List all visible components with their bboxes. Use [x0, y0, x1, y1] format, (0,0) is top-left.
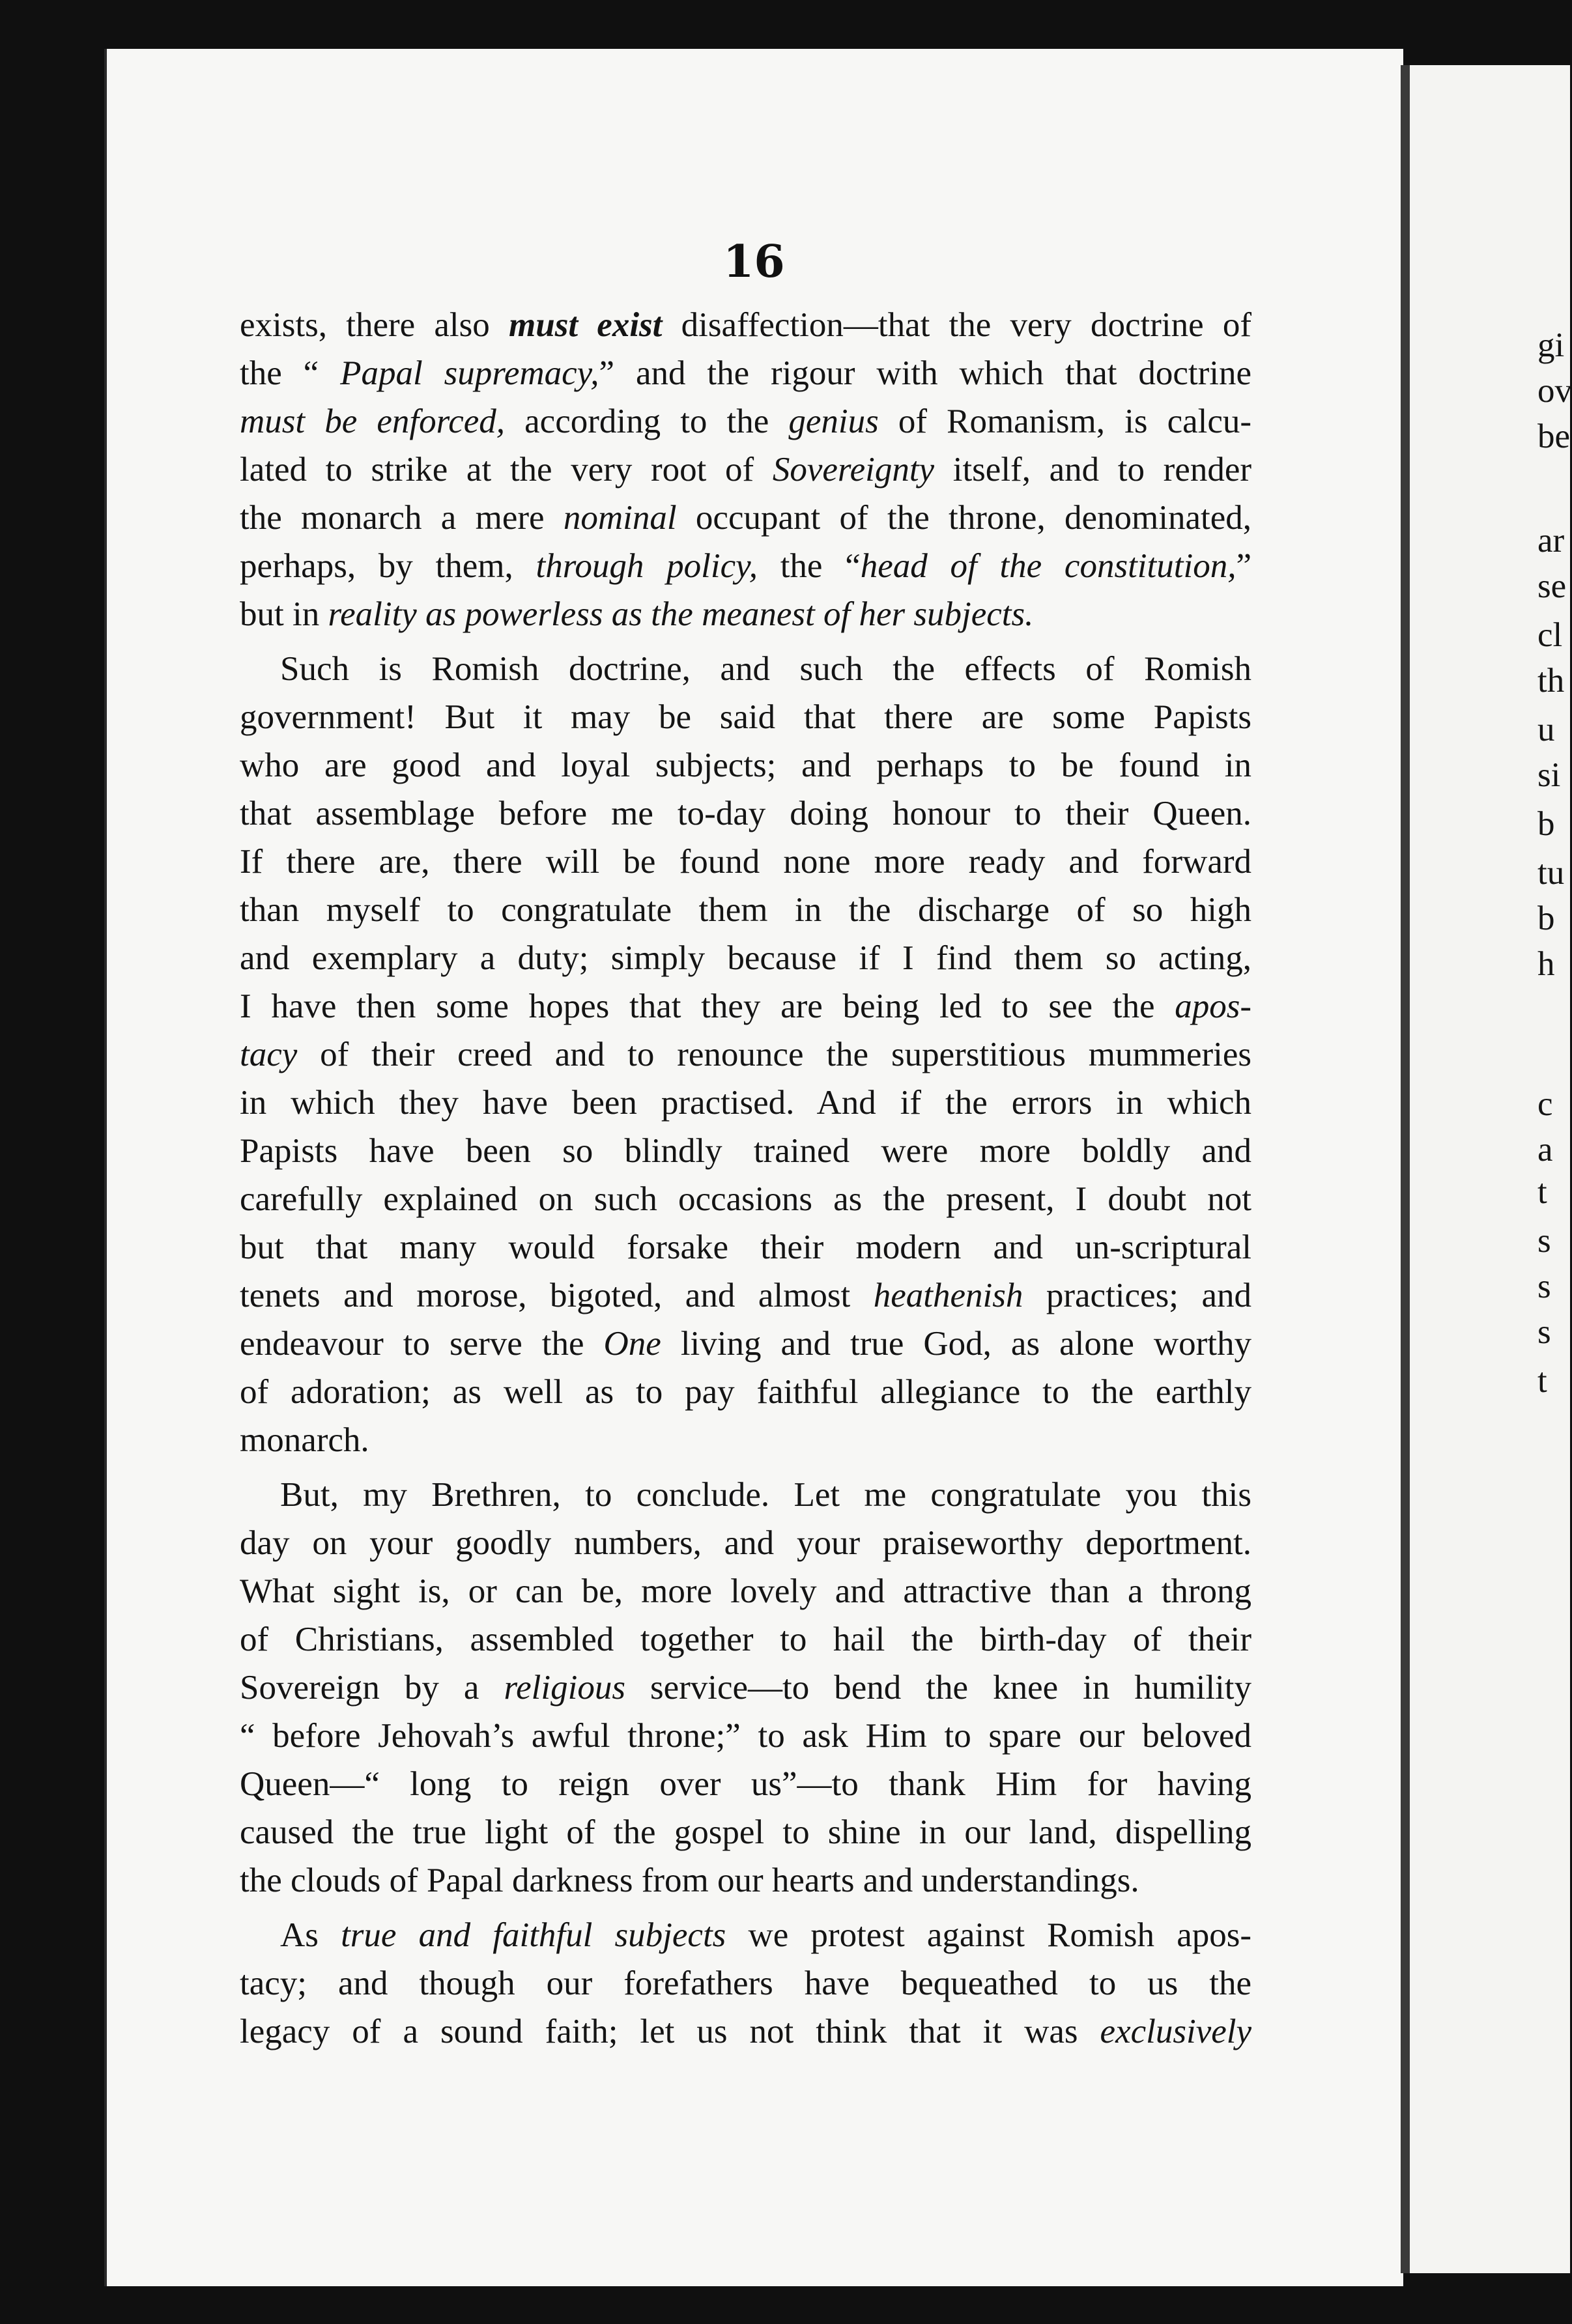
text-run: of Romanism, is calcu-	[878, 403, 1252, 440]
text-line	[240, 1856, 1251, 1905]
emphasized-text: apos-	[1175, 987, 1251, 1025]
text-run: who are good and loyal subjects; and perhaps to be found in	[240, 746, 1251, 784]
text-line	[240, 1079, 1251, 1127]
text-line	[240, 693, 1251, 741]
emphasized-text: head of the constitution,	[860, 547, 1236, 585]
text-line	[240, 1471, 1251, 1519]
facing-page-fragment: h	[1537, 945, 1555, 983]
facing-page-fragment: s	[1537, 1313, 1551, 1351]
body-text	[240, 301, 1251, 2056]
text-line	[240, 446, 1251, 494]
emphasized-text: through policy,	[536, 547, 758, 585]
text-line	[240, 1808, 1251, 1856]
text-line	[240, 494, 1251, 542]
paragraph-gap	[240, 1905, 1251, 1911]
paragraph-gap	[240, 1464, 1251, 1471]
text-run: of their creed and to renounce the superstitious mummeries	[297, 1036, 1251, 1073]
facing-page-fragment: gi	[1537, 326, 1565, 364]
text-run: tacy; and though our forefathers have bequeathed to us the	[240, 1964, 1251, 2002]
text-run: that assemblage before me to-day doing honour to their Queen.	[240, 795, 1251, 832]
emphasized-text: genius	[788, 403, 879, 440]
text-line	[240, 1320, 1251, 1368]
facing-page-fragment: a	[1537, 1131, 1553, 1169]
text-run: lated to strike at the very root of	[240, 451, 773, 489]
facing-page-fragment: ar	[1537, 522, 1565, 560]
text-line	[240, 886, 1251, 934]
text-run: Queen—“ long to reign over us”—to thank Him for having	[240, 1765, 1251, 1803]
text-line	[240, 1223, 1251, 1271]
facing-page-fragment: ov	[1537, 372, 1572, 410]
facing-page-fragment: u	[1537, 711, 1555, 748]
text-run: the “	[240, 354, 341, 392]
text-run: but that many would forsake their modern and un-scriptural	[240, 1228, 1251, 1266]
text-run: but in	[240, 595, 328, 633]
facing-page-fragment: t	[1537, 1362, 1547, 1400]
emphasized-text: true and faithful subjects	[341, 1916, 726, 1954]
text-run: legacy of a sound faith; let us not think that it was	[240, 2013, 1100, 2050]
text-line	[240, 934, 1251, 982]
emphasized-text: reality as powerless as the meanest of her subjects.	[328, 595, 1034, 633]
text-run: the clouds of Papal darkness from our hearts and understandings.	[240, 1862, 1139, 1899]
text-line	[240, 301, 1251, 349]
emphasized-text: religious	[504, 1669, 625, 1707]
text-run: according to the	[505, 403, 789, 440]
emphasized-text: must be enforced,	[240, 403, 506, 440]
text-line	[240, 1030, 1251, 1079]
text-run: in which they have been practised. And if the errors in which	[240, 1084, 1251, 1122]
text-line	[240, 1760, 1251, 1808]
text-run: What sight is, or can be, more lovely and attractive than a throng	[240, 1572, 1251, 1610]
text-line	[240, 789, 1251, 838]
text-run: “ before Jehovah’s awful throne;” to ask Him to spare our beloved	[240, 1717, 1251, 1755]
text-run: the “	[757, 547, 861, 585]
text-line	[240, 1959, 1251, 2007]
text-line	[240, 349, 1251, 397]
facing-page-fragment: tu	[1537, 854, 1565, 892]
text-line	[240, 590, 1251, 638]
text-line	[240, 1712, 1251, 1760]
text-line	[240, 1368, 1251, 1416]
facing-page-fragment: th	[1537, 662, 1565, 700]
text-run: than myself to congratulate them in the discharge of so high	[240, 891, 1251, 929]
text-line	[240, 1519, 1251, 1567]
facing-page-fragment: cl	[1537, 616, 1563, 654]
text-run: caused the true light of the gospel to shine in our land, dispelling	[240, 1813, 1251, 1851]
text-line	[240, 2007, 1251, 2056]
text-run: carefully explained on such occasions as the present, I doubt not	[240, 1180, 1251, 1218]
text-run: service—to bend the knee in humility	[625, 1669, 1251, 1707]
text-line	[240, 838, 1251, 886]
text-run: endeavour to serve the	[240, 1325, 604, 1363]
facing-page-fragment: si	[1537, 756, 1561, 794]
text-run: we protest against Romish apos-	[726, 1916, 1251, 1954]
facing-page-fragment: b	[1537, 805, 1555, 843]
facing-page-fragment: t	[1537, 1173, 1547, 1211]
emphasized-text: One	[603, 1325, 661, 1363]
text-run: ”	[1236, 547, 1251, 585]
text-run: of Christians, assembled together to hail the birth-day of their	[240, 1621, 1251, 1658]
text-run: occupant of the throne, denominated,	[676, 499, 1252, 537]
text-line	[240, 1615, 1251, 1664]
paragraph-gap	[240, 638, 1251, 645]
text-line	[240, 1911, 1251, 1959]
text-line	[240, 982, 1251, 1030]
text-line	[240, 397, 1251, 446]
text-line	[240, 1175, 1251, 1223]
text-run: But, my Brethren, to conclude. Let me congratulate you this	[280, 1476, 1251, 1514]
text-run: Such is Romish doctrine, and such the effects of Romish	[280, 650, 1251, 688]
page-number: 16	[723, 236, 785, 288]
text-line	[240, 1567, 1251, 1615]
text-line	[240, 1664, 1251, 1712]
facing-page-fragment: s	[1537, 1222, 1551, 1260]
text-run: ” and the rigour with which that doctrine	[599, 354, 1251, 392]
emphasized-text: heathenish	[873, 1277, 1023, 1314]
emphasized-text: nominal	[563, 499, 677, 537]
emphasized-text: must exist	[509, 306, 663, 344]
text-run: day on your goodly numbers, and your praiseworthy deportment.	[240, 1524, 1251, 1562]
facing-page-fragment: c	[1537, 1085, 1553, 1123]
text-run: and exemplary a duty; simply because if I find them so acting,	[240, 939, 1251, 977]
text-run: Papists have been so blindly trained were more boldly and	[240, 1132, 1251, 1170]
text-run: practices; and	[1023, 1277, 1251, 1314]
text-line	[240, 1127, 1251, 1175]
text-run: itself, and to render	[934, 451, 1251, 489]
text-run: disaffection—that the very doctrine of	[662, 306, 1251, 344]
text-run: Sovereign by a	[240, 1669, 504, 1707]
emphasized-text: exclusively	[1100, 2013, 1251, 2050]
text-run: I have then some hopes that they are being led to see the	[240, 987, 1175, 1025]
facing-page-fragment: be	[1537, 418, 1571, 455]
text-run: exists, there also	[240, 306, 509, 344]
text-run: monarch.	[240, 1421, 369, 1459]
text-line	[240, 542, 1251, 590]
text-run: of adoration; as well as to pay faithful allegiance to the earthly	[240, 1373, 1251, 1411]
facing-page-fragment: s	[1537, 1268, 1551, 1305]
text-line	[240, 741, 1251, 789]
facing-page-fragment: se	[1537, 567, 1567, 605]
text-run: living and true God, as alone worthy	[661, 1325, 1251, 1363]
text-run: the monarch a mere	[240, 499, 564, 537]
text-run: government! But it may be said that there are some Papists	[240, 698, 1251, 736]
text-run: As	[280, 1916, 341, 1954]
text-run: perhaps, by them,	[240, 547, 536, 585]
emphasized-text: Sovereignty	[772, 451, 935, 489]
emphasized-text: Papal supremacy,	[340, 354, 599, 392]
facing-page-fragment: b	[1537, 900, 1555, 937]
text-line	[240, 645, 1251, 693]
text-run: If there are, there will be found none more ready and forward	[240, 843, 1251, 881]
text-line	[240, 1271, 1251, 1320]
emphasized-text: tacy	[240, 1036, 298, 1073]
text-run: tenets and morose, bigoted, and almost	[240, 1277, 874, 1314]
text-line	[240, 1416, 1251, 1464]
